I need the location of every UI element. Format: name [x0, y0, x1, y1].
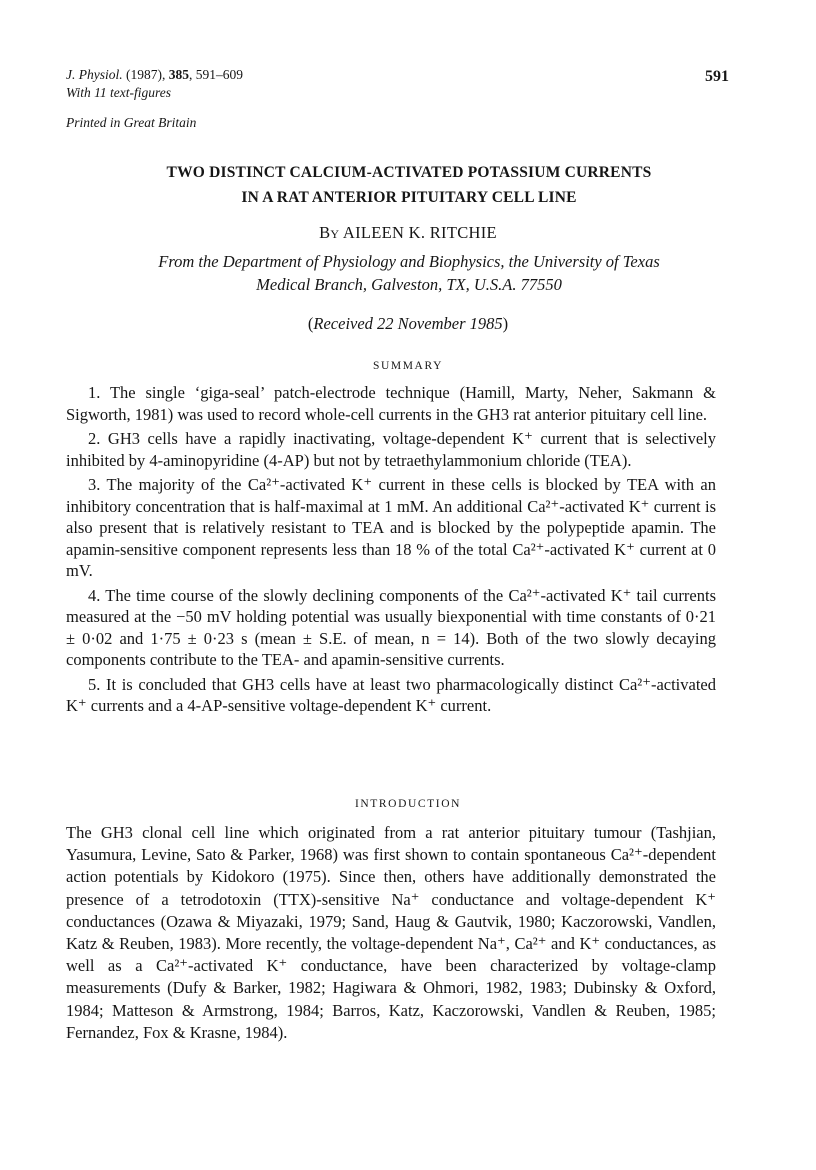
summary-heading: SUMMARY	[373, 360, 443, 372]
journal-name: J. Physiol.	[66, 67, 123, 82]
journal-year: (1987),	[122, 67, 169, 82]
received-close-paren: )	[502, 314, 509, 333]
article-title	[66, 160, 752, 210]
affiliation	[66, 250, 752, 296]
received-open-paren: (	[307, 314, 314, 333]
summary-point-4: 4. The time course of the slowly declining components of the Ca²⁺-activated K⁺ tail currents measured at the −50 mV holding potential was usually biexponential with time constants of 0·21 ± 0·02 and 1·75 ± 0·23 s (mean ± S.E. of mean, n = 14). Both of the two slowly decaying components contribute to the TEA- and apamin-sensitive currents.	[66, 585, 716, 669]
page-number: 591	[705, 68, 729, 85]
summary-section	[66, 382, 716, 717]
journal-volume: 385	[168, 67, 189, 82]
summary-point-5: 5. It is concluded that GH3 cells have at least two pharmacologically distinct Ca²⁺-activated K⁺ currents and a 4-AP-sensitive voltage-dependent K⁺ current.	[66, 674, 716, 715]
introduction-paragraph: The GH3 clonal cell line which originated from a rat anterior pituitary tumour (Tashjian, Yasumura, Levine, Sato & Parker, 1968) was first shown to contain spontaneous Ca²⁺-dependent action potentials by Kidokoro (1975). Since then, others have additionally demonstrated the presence of a tetrodotoxin (TTX)-sensitive Na⁺ conductance and voltage-dependent K⁺ conductances (Ozawa & Miyazaki, 1979; Sand, Haug & Gautvik, 1980; Kaczorowski, Vandlen, Katz & Reuben, 1983). More recently, the voltage-dependent Na⁺, Ca²⁺ and K⁺ conductances, as well as a Ca²⁺-activated K⁺ conductance, have been characterized by voltage-clamp measurements (Dufy & Barker, 1982; Hagiwara & Ohmori, 1982, 1983; Dubinsky & Oxford, 1984; Matteson & Armstrong, 1984; Barros, Katz, Kaczorowski, Vandlen & Reuben, 1985; Fernandez, Fox & Krasne, 1984).	[66, 823, 716, 1042]
summary-point-2: 2. GH3 cells have a rapidly inactivating, voltage-dependent K⁺ current that is selectively inhibited by 4-aminopyridine (4-AP) but not by tetraethylammonium chloride (TEA).	[66, 429, 716, 470]
printed-note: Printed in Great Britain	[66, 115, 197, 130]
title-line-1: TWO DISTINCT CALCIUM-ACTIVATED POTASSIUM CURRENTS	[166, 164, 652, 181]
byline	[0, 223, 816, 243]
affiliation-line-2: Medical Branch, Galveston, TX, U.S.A. 77550	[256, 275, 562, 294]
received-date	[0, 314, 816, 334]
figure-count: With 11 text-figures	[66, 85, 171, 100]
author-name: AILEEN K. RITCHIE	[342, 223, 497, 242]
affiliation-line-1: From the Department of Physiology and Biophysics, the University of Texas	[158, 252, 660, 271]
introduction-heading: INTRODUCTION	[354, 798, 462, 810]
journal-pages: , 591–609	[189, 67, 243, 82]
citation-line	[66, 66, 243, 84]
byline-by: By	[319, 223, 340, 242]
title-line-2: IN A RAT ANTERIOR PITUITARY CELL LINE	[241, 189, 577, 206]
summary-point-1: 1. The single ‘giga-seal’ patch-electrode technique (Hamill, Marty, Neher, Sakmann & Sigworth, 1981) was used to record whole-cell currents in the GH3 rat anterior pituitary cell line.	[66, 383, 716, 424]
journal-header	[66, 66, 243, 132]
summary-point-3: 3. The majority of the Ca²⁺-activated K⁺ current in these cells is blocked by TEA with an inhibitory concentration that is half-maximal at 1 mM. An additional Ca²⁺-activated K⁺ current is also present that is relatively resistant to TEA and is blocked by the polypeptide apamin. The apamin-sensitive component represents less than 18 % of the total Ca²⁺-activated K⁺ current at 0 mV.	[66, 475, 716, 580]
received-text: Received 22 November 1985	[313, 314, 503, 333]
